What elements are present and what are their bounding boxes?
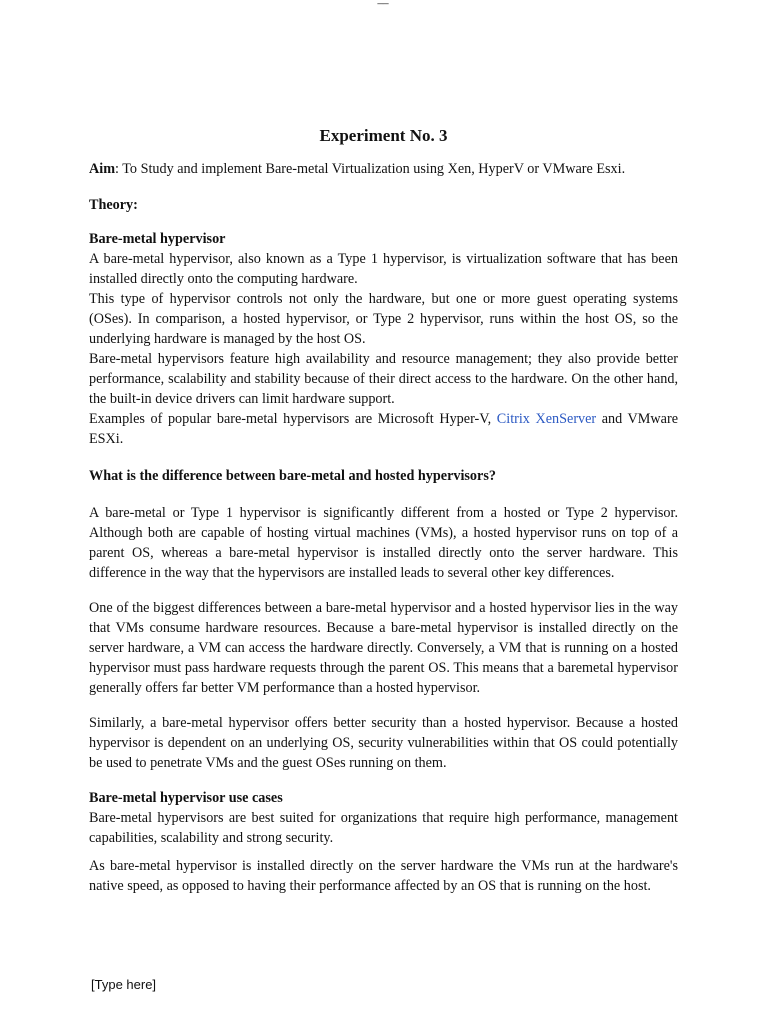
aim-paragraph	[89, 159, 678, 179]
paragraph: As bare-metal hypervisor is installed directly on the server hardware the VMs run at the hardware's native speed, as opposed to having their performance affected by an OS that is running on the host.	[89, 858, 678, 894]
header-mark	[376, 0, 390, 2]
paragraph: Bare-metal hypervisors feature high availability and resource management; they also provide better performance, scalability and stability because of their direct access to the hardware. On the other hand, the built-in device drivers can limit hardware support.	[89, 351, 678, 407]
paragraph: Similarly, a bare-metal hypervisor offers better security than a hosted hypervisor. Because a hosted hypervisor is dependent on an underlying OS, security vulnerabilities within that OS could potentially be used to penetrate VMs and the guest OSes running on them.	[89, 715, 678, 771]
section-bare-metal-hypervisor	[89, 229, 678, 449]
document-body	[89, 125, 678, 896]
section-use-cases	[89, 788, 678, 896]
section-heading: Bare-metal hypervisor	[89, 231, 226, 247]
aim-text: : To Study and implement Bare-metal Virtualization using Xen, HyperV or VMware Esxi.	[115, 161, 626, 177]
section-heading: Bare-metal hypervisor use cases	[89, 790, 283, 806]
paragraph: A bare-metal or Type 1 hypervisor is significantly different from a hosted or Type 2 hypervisor. Although both are capable of hosting virtual machines (VMs), a hosted hypervisor runs on top of a parent OS, whereas a bare-metal hypervisor is installed directly onto the server hardware. This difference in the way that the hypervisors are installed leads to several other key differences.	[89, 505, 678, 581]
citrix-xenserver-link[interactable]: Citrix XenServer	[496, 411, 597, 427]
paragraph: Bare-metal hypervisors are best suited for organizations that require high performance, management capabilities, scalability and strong security.	[89, 810, 678, 846]
footer-placeholder[interactable]: [Type here]	[91, 977, 157, 992]
paragraph: A bare-metal hypervisor, also known as a Type 1 hypervisor, is virtualization software that has been installed directly onto the computing hardware.	[89, 251, 678, 287]
page-title: Experiment No. 3	[319, 126, 448, 145]
examples-text-end: and VMware ESXi.	[89, 411, 678, 447]
paragraph: This type of hypervisor controls not only the hardware, but one or more guest operating systems (OSes). In comparison, a hosted hypervisor, or Type 2 hypervisor, runs within the host OS, so the underlying hardware is managed by the host OS.	[89, 291, 678, 347]
section-heading-difference: What is the difference between bare-metal and hosted hypervisors?	[89, 468, 496, 484]
theory-heading: Theory:	[89, 197, 138, 213]
paragraph-examples	[89, 409, 678, 449]
paragraph: One of the biggest differences between a bare-metal hypervisor and a hosted hypervisor lies in the way that VMs consume hardware resources. Because a bare-metal hypervisor is installed directly on the server hardware, a VM can access the hardware directly. Conversely, a VM that is running on a hosted hypervisor must pass hardware requests through the parent OS. This means that a baremetal hypervisor generally offers far better VM performance than a hosted hypervisor.	[89, 600, 678, 696]
aim-label: Aim	[89, 161, 116, 177]
examples-text-start: Examples of popular bare-metal hypervisors are Microsoft Hyper-V,	[89, 411, 497, 427]
